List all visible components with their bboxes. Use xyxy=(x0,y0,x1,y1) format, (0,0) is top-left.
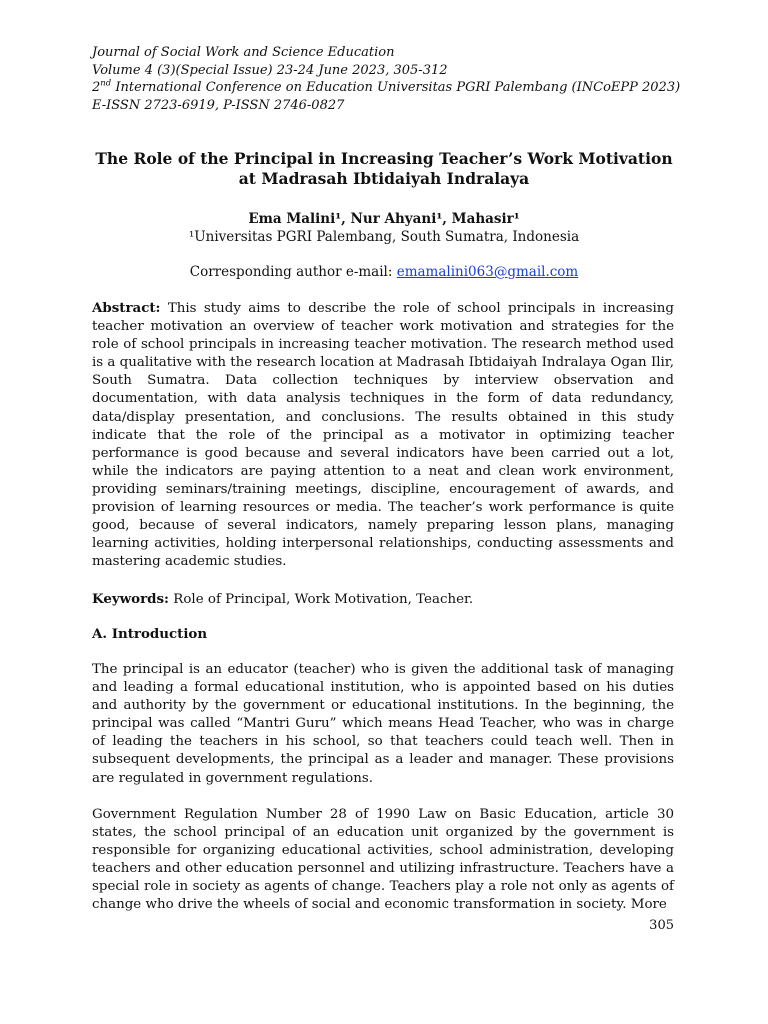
keywords xyxy=(92,590,674,609)
corresponding-email-link[interactable]: emamalini063@gmail.com xyxy=(396,264,579,280)
conference-number: 2 xyxy=(92,80,101,95)
paper-title: The Role of the Principal in Increasing Teacher’s Work Motivation at Madrasah Ibtidaiyah Indralaya xyxy=(95,149,673,188)
author-names: Ema Malini¹, Nur Ahyani¹, Mahasir¹ xyxy=(248,211,520,227)
conference-name: International Conference on Education Universitas PGRI Palembang (INCoEPP 2023) xyxy=(111,80,681,95)
journal-volume: Volume 4 (3)(Special Issue) 23-24 June 2023, 305-312 xyxy=(92,62,448,78)
keywords-text: Role of Principal, Work Motivation, Teacher. xyxy=(169,592,474,607)
corresponding-author xyxy=(92,263,676,281)
author-block xyxy=(92,210,676,246)
keywords-label: Keywords: xyxy=(92,591,170,607)
paragraph: Government Regulation Number 28 of 1990 Law on Basic Education, article 30 states, the school principal of an education unit organized by the government is responsible for organizing educational activities, school administration, developing teachers and other education personnel and utilizing infrastructure. Teachers have a special role in society as agents of change. Teachers play a role not only as agents of change who drive the wheels of social and economic transformation in society. More xyxy=(92,807,674,913)
abstract-label: Abstract: xyxy=(92,300,161,316)
journal-name: Journal of Social Work and Science Education xyxy=(92,45,395,60)
author-affiliation: ¹Universitas PGRI Palembang, South Sumatra, Indonesia xyxy=(188,229,580,245)
paragraph: The principal is an educator (teacher) who is given the additional task of managing and leading a formal educational institution, who is appointed based on his duties and authority by the government or educational institutions. In the beginning, the principal was called “Mantri Guru” which means Head Teacher, who was in charge of leading the teachers in his school, so that teachers could teach well. Then in subsequent developments, the principal as a leader and manager. These provisions are regulated in government regulations. xyxy=(92,662,674,786)
abstract-text: This study aims to describe the role of school principals in increasing teacher motivation an overview of teacher work motivation and strategies for the role of school principals in increasing teacher motivation. The research method used is a qualitative with the research location at Madrasah Ibtidaiyah Indralaya Ogan Ilir, South Sumatra. Data collection techniques by interview observation and documentation, with data analysis techniques in the form of data redundancy, data/display presentation, and conclusions. The results obtained in this study indicate that the role of the principal as a motivator in optimizing teacher performance is good because and several indicators have been carried out a lot, while the indicators are paying attention to a neat and clean work environment, providing seminars/training meetings, discipline, encouragement of awards, and provision of learning resources or media. The teacher’s work performance is quite good, because of several indicators, namely preparing lesson plans, managing learning activities, holding interpersonal relationships, conducting assessments and mastering academic studies. xyxy=(92,301,674,570)
abstract xyxy=(92,299,674,571)
issn-line: E-ISSN 2723-6919, P-ISSN 2746-0827 xyxy=(92,97,345,113)
conference-ordinal: nd xyxy=(100,78,112,89)
conference-line xyxy=(92,79,692,97)
page-number: 305 xyxy=(649,918,674,933)
journal-header xyxy=(92,44,692,114)
section-heading: A. Introduction xyxy=(92,626,208,642)
corresponding-label: Corresponding author e-mail: xyxy=(189,264,397,280)
